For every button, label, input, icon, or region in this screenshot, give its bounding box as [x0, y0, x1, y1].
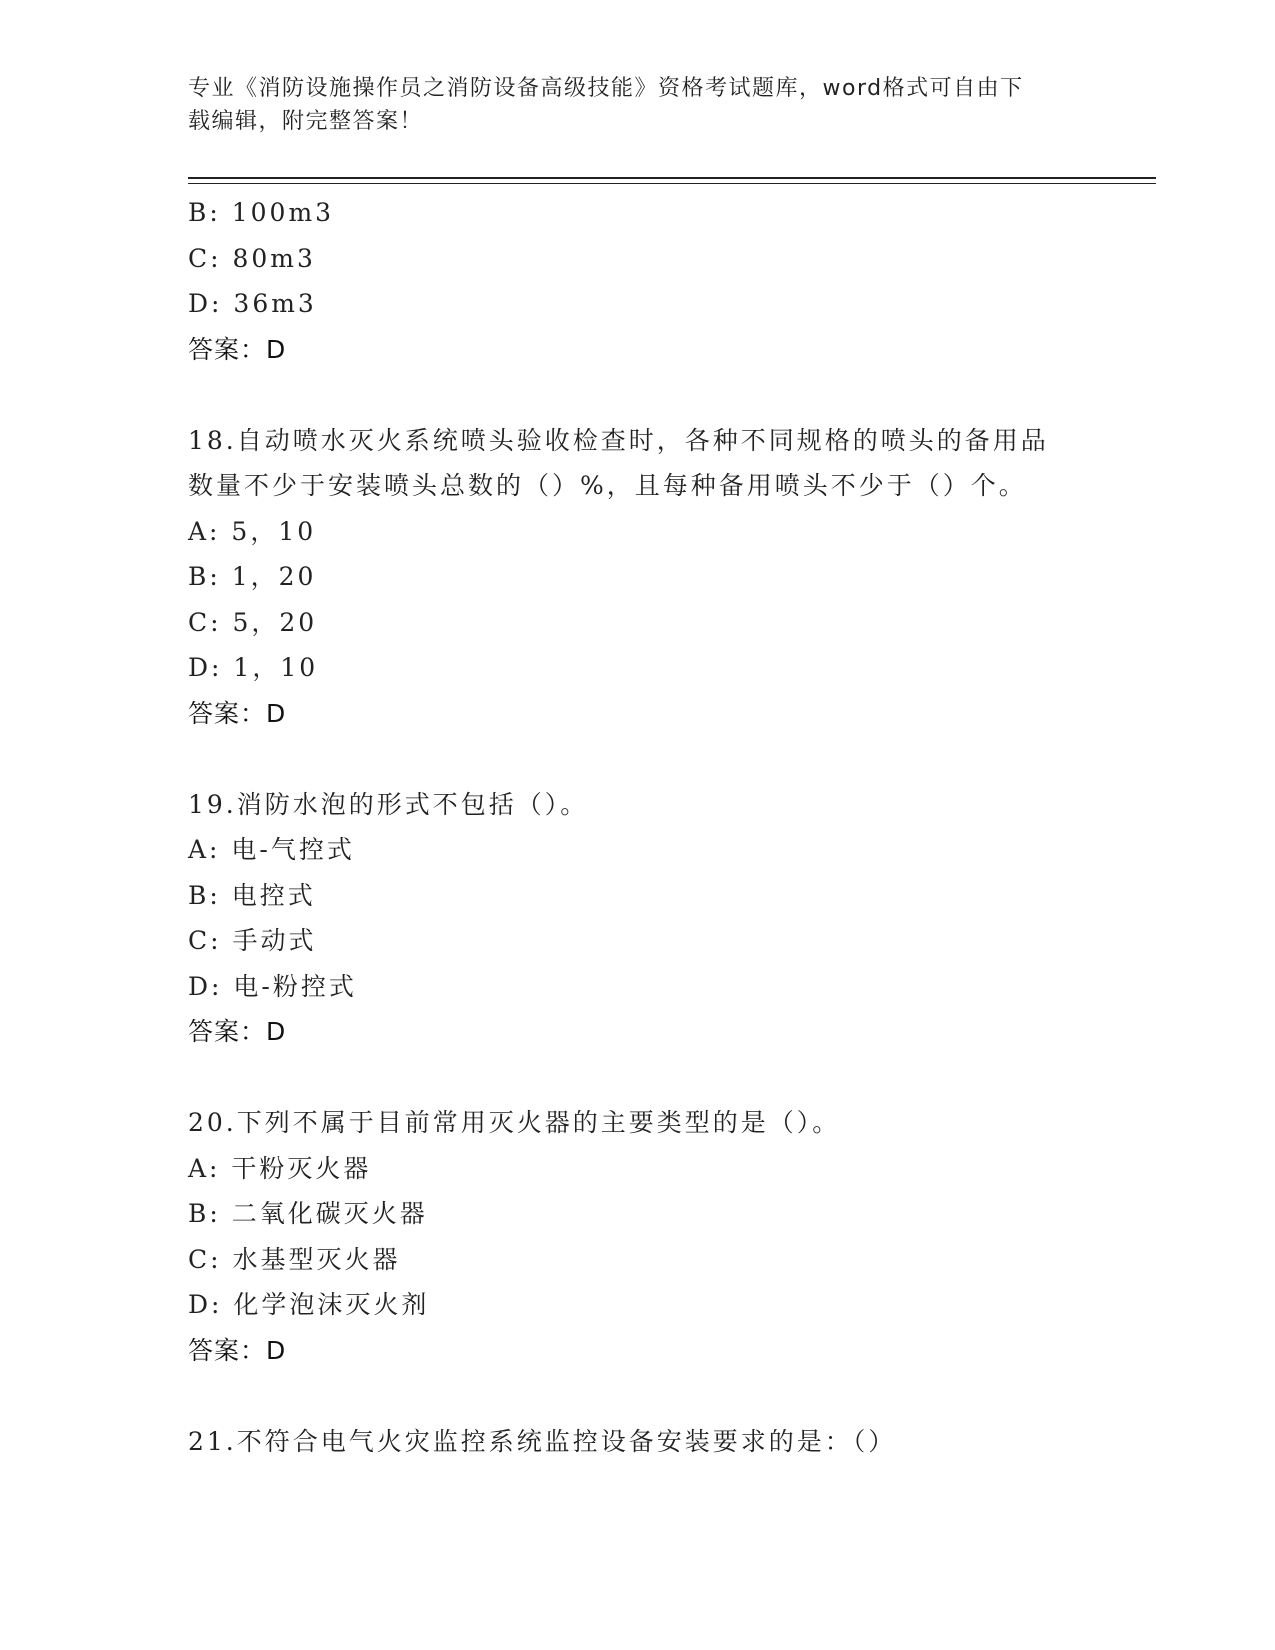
document-header	[188, 72, 1088, 138]
answer-line: 答案：D	[188, 1017, 287, 1046]
question-text: 数量不少于安装喷头总数的（）%，且每种备用喷头不少于（）个。	[188, 471, 1027, 500]
option-a: A: 5，10	[188, 516, 317, 546]
header-line-1: 专业《消防设施操作员之消防设备高级技能》资格考试题库，word格式可自由下	[188, 76, 1024, 101]
option-a: A: 电-气控式	[188, 835, 355, 864]
option-c: C: 水基型灭火器	[188, 1244, 401, 1274]
spacer	[188, 372, 1088, 418]
question-text: 18.自动喷水灭火系统喷头验收检查时，各种不同规格的喷头的备用品	[188, 425, 1049, 455]
option-b: B: 1，20	[188, 562, 317, 591]
option-d: D: 1，10	[188, 653, 319, 682]
question-content	[188, 190, 1088, 1464]
option-b: B: 电控式	[188, 880, 316, 910]
option-a: A: 干粉灭火器	[188, 1153, 372, 1183]
option-d: D: 36m3	[188, 289, 317, 318]
option-d: D: 电-粉控式	[188, 971, 357, 1001]
answer-line: 答案：D	[188, 334, 287, 364]
header-rule-thin	[188, 183, 1156, 184]
question-20	[188, 1100, 1088, 1373]
answer-line: 答案：D	[188, 698, 287, 728]
question-text: 21.不符合电气火灾监控系统监控设备安装要求的是：（）	[188, 1426, 897, 1456]
prev-question-block	[188, 190, 1088, 372]
header-rule-thick	[188, 177, 1156, 179]
spacer	[188, 1055, 1088, 1101]
question-21	[188, 1419, 1088, 1465]
answer-line: 答案：D	[188, 1335, 287, 1365]
spacer	[188, 1373, 1088, 1419]
option-c: C: 手动式	[188, 926, 317, 955]
option-c: C: 80m3	[188, 243, 316, 273]
spacer	[188, 736, 1088, 782]
question-18	[188, 418, 1088, 737]
option-c: C: 5，20	[188, 607, 318, 637]
question-text: 19.消防水泡的形式不包括（）。	[188, 789, 589, 819]
question-19	[188, 782, 1088, 1055]
question-text: 20.下列不属于目前常用灭火器的主要类型的是（）。	[188, 1108, 841, 1137]
option-d: D: 化学泡沫灭火剂	[188, 1290, 430, 1319]
option-b: B: 100m3	[188, 198, 335, 227]
option-b: B: 二氧化碳灭火器	[188, 1199, 428, 1228]
header-line-2: 载编辑，附完整答案！	[188, 109, 424, 134]
